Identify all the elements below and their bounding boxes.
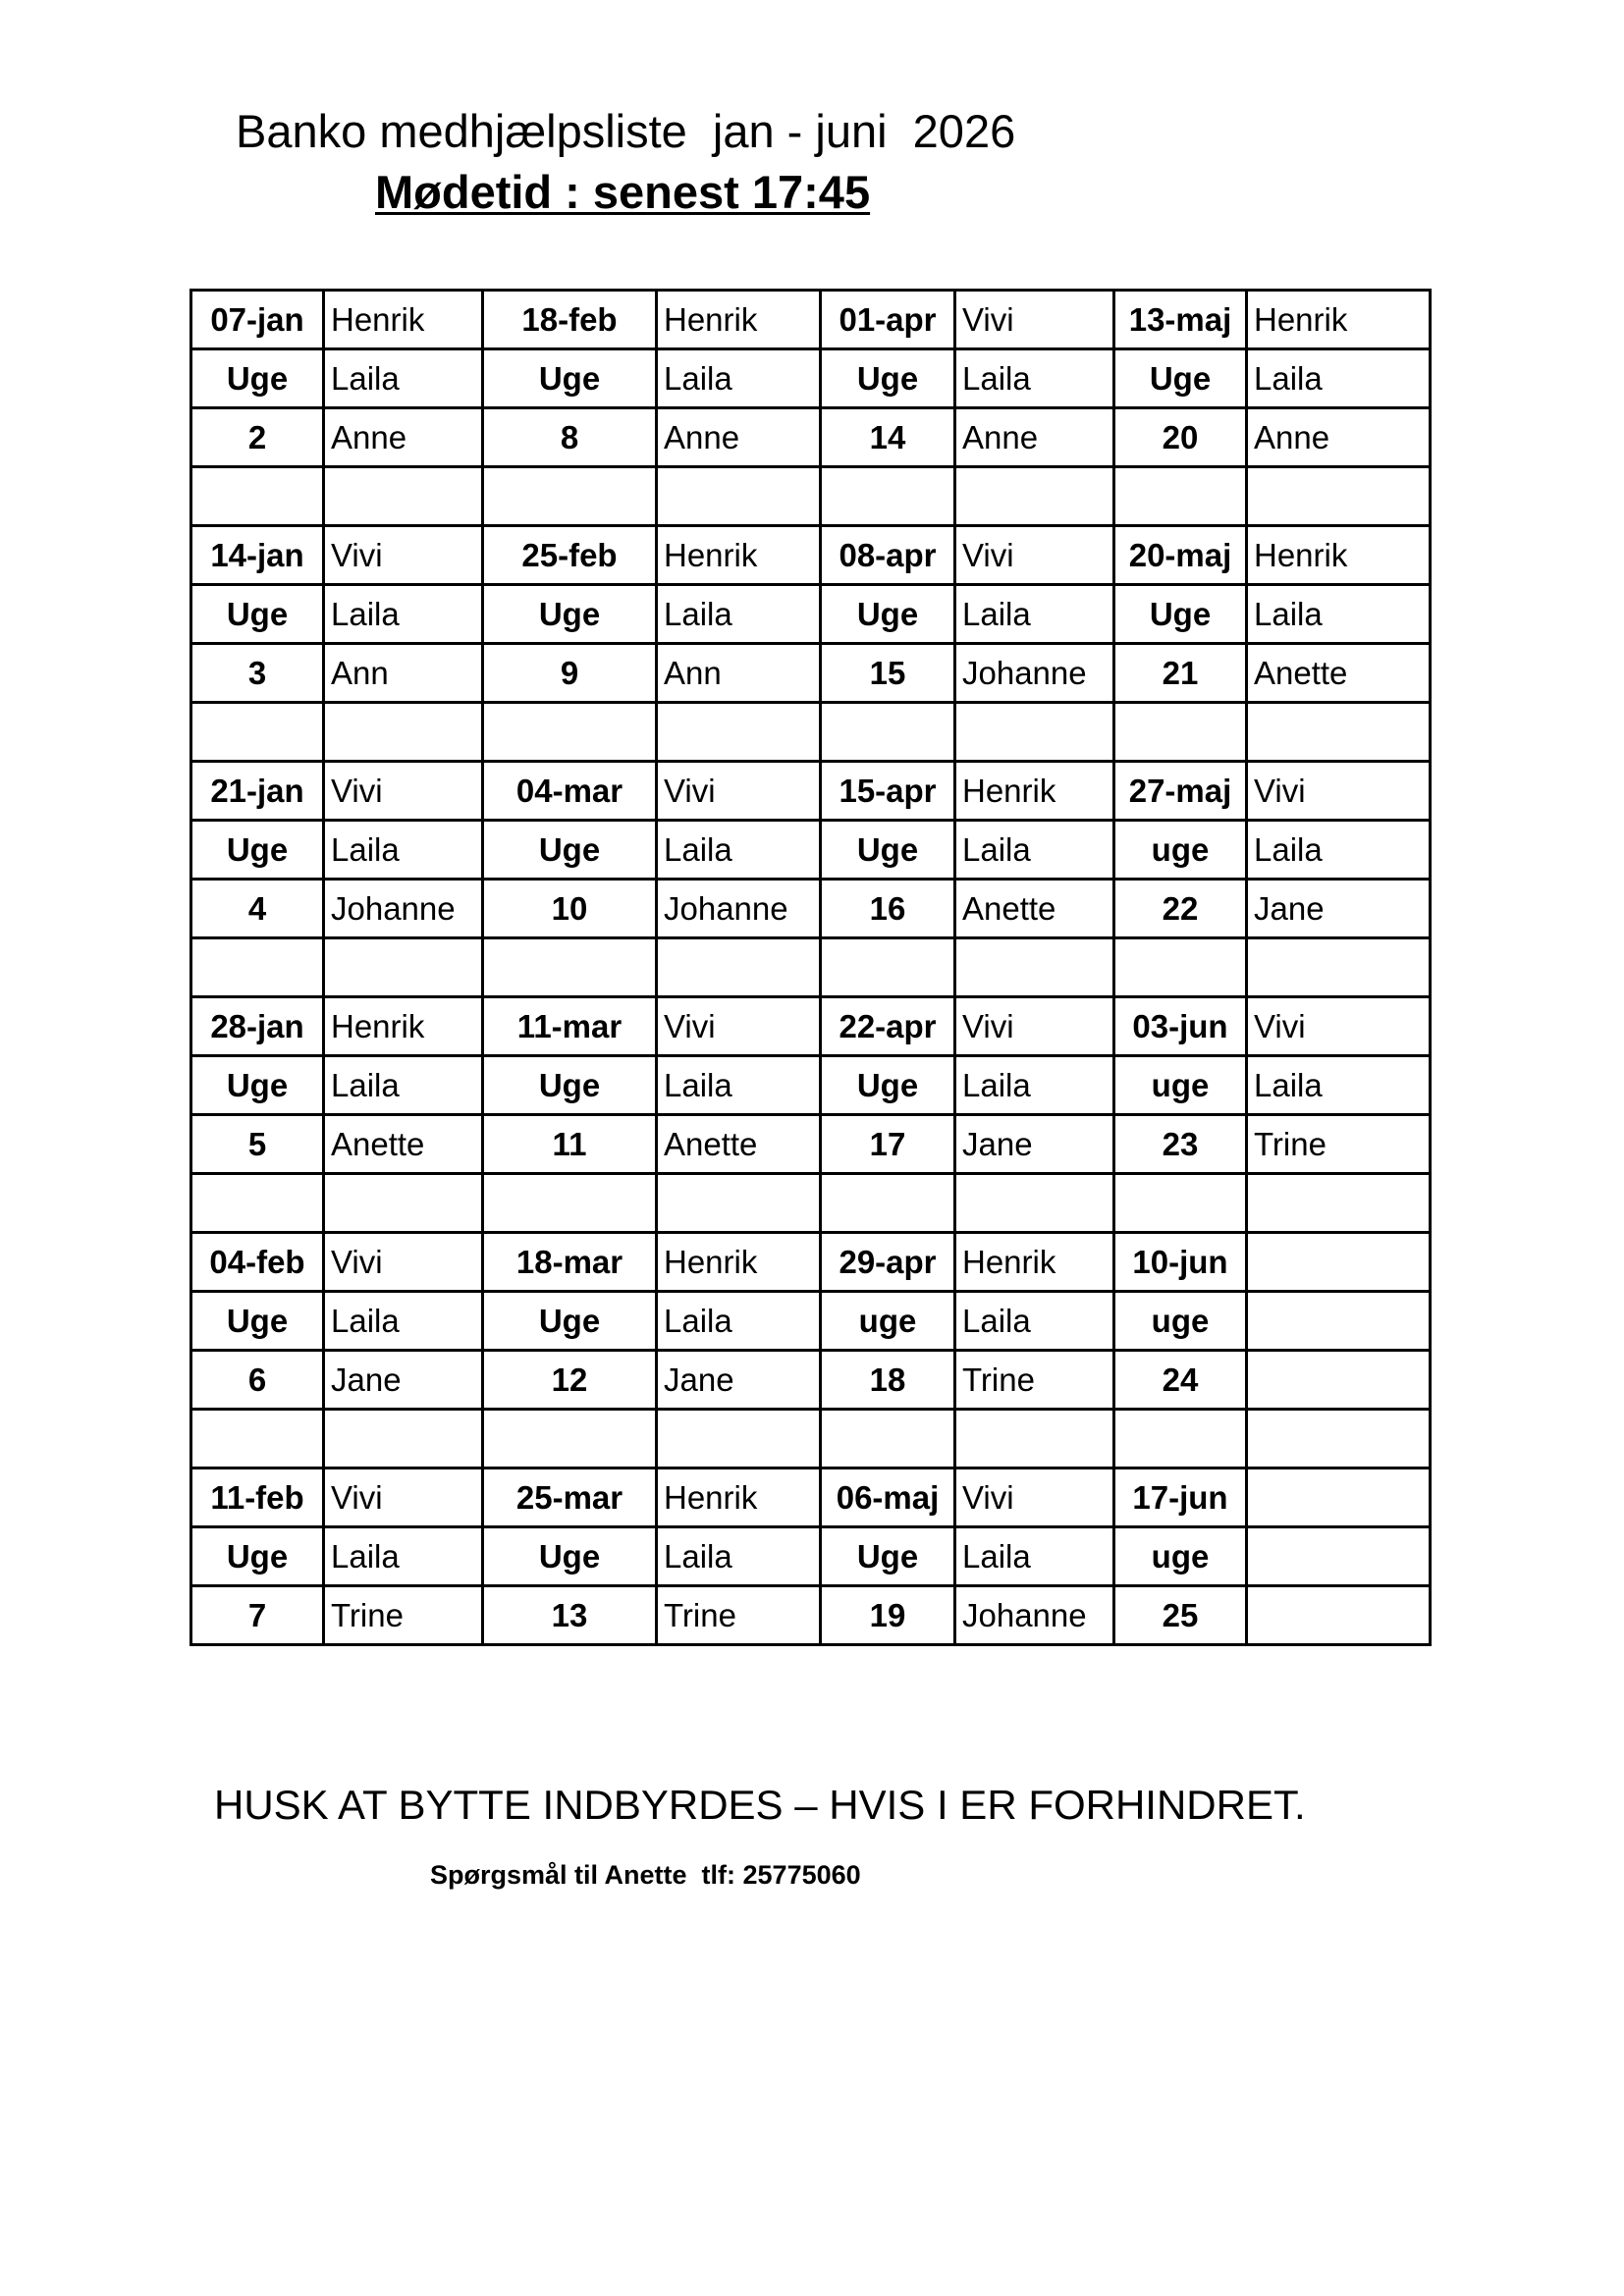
table-row — [191, 291, 1431, 349]
helper-name-cell: Laila — [657, 1527, 821, 1586]
slot-label-cell: Uge — [821, 1056, 955, 1115]
helper-name-cell: Anette — [324, 1115, 483, 1174]
helper-name-cell: Henrik — [324, 997, 483, 1056]
contact-info: Spørgsmål til Anette tlf: 25775060 — [430, 1860, 861, 1890]
helper-name-cell: Trine — [657, 1586, 821, 1645]
empty-cell — [483, 938, 657, 997]
slot-label-cell: Uge — [483, 1056, 657, 1115]
helper-name-cell: Laila — [324, 585, 483, 644]
helper-name-cell: Henrik — [657, 291, 821, 349]
table-row — [191, 349, 1431, 408]
slot-date-cell: 28-jan — [191, 997, 324, 1056]
slot-week-cell: 15 — [821, 644, 955, 703]
helper-name-cell: Laila — [657, 1292, 821, 1351]
empty-cell — [955, 467, 1114, 526]
slot-week-cell: 4 — [191, 880, 324, 938]
slot-date-cell: 07-jan — [191, 291, 324, 349]
helper-name-cell: Anette — [657, 1115, 821, 1174]
helper-name-cell: Vivi — [955, 526, 1114, 585]
slot-label-cell: Uge — [191, 1527, 324, 1586]
slot-date-cell: 29-apr — [821, 1233, 955, 1292]
helper-name-cell: Laila — [955, 1292, 1114, 1351]
helper-name-cell — [1247, 1468, 1431, 1527]
empty-cell — [1247, 1174, 1431, 1233]
slot-label-cell: Uge — [1114, 349, 1247, 408]
helper-name-cell: Anne — [955, 408, 1114, 467]
empty-cell — [821, 703, 955, 762]
meeting-time: Mødetid : senest 17:45 — [375, 166, 871, 218]
helper-name-cell: Trine — [1247, 1115, 1431, 1174]
empty-cell — [1247, 467, 1431, 526]
slot-label-cell: Uge — [483, 1292, 657, 1351]
empty-cell — [955, 938, 1114, 997]
empty-cell — [483, 1410, 657, 1468]
empty-cell — [1247, 1410, 1431, 1468]
helper-name-cell: Vivi — [955, 1468, 1114, 1527]
table-row — [191, 1586, 1431, 1645]
helper-name-cell: Vivi — [1247, 997, 1431, 1056]
slot-date-cell: 11-feb — [191, 1468, 324, 1527]
helper-name-cell: Laila — [955, 1056, 1114, 1115]
helper-name-cell: Jane — [324, 1351, 483, 1410]
helper-name-cell — [1247, 1527, 1431, 1586]
empty-cell — [955, 1174, 1114, 1233]
helper-name-cell: Laila — [1247, 349, 1431, 408]
helper-name-cell: Henrik — [324, 291, 483, 349]
helper-name-cell: Laila — [324, 1292, 483, 1351]
empty-cell — [657, 467, 821, 526]
table-row — [191, 1233, 1431, 1292]
slot-date-cell: 10-jun — [1114, 1233, 1247, 1292]
slot-label-cell: Uge — [821, 585, 955, 644]
empty-cell — [191, 703, 324, 762]
helper-name-cell: Henrik — [657, 1233, 821, 1292]
empty-cell — [657, 1174, 821, 1233]
helper-name-cell: Laila — [955, 1527, 1114, 1586]
empty-cell — [324, 938, 483, 997]
slot-label-cell: uge — [1114, 1292, 1247, 1351]
helper-name-cell: Johanne — [657, 880, 821, 938]
slot-week-cell: 9 — [483, 644, 657, 703]
helper-name-cell: Laila — [955, 821, 1114, 880]
slot-label-cell: Uge — [483, 821, 657, 880]
slot-date-cell: 22-apr — [821, 997, 955, 1056]
table-row — [191, 1056, 1431, 1115]
helper-name-cell: Johanne — [955, 644, 1114, 703]
empty-cell — [821, 938, 955, 997]
helper-name-cell — [1247, 1233, 1431, 1292]
helper-name-cell: Vivi — [955, 997, 1114, 1056]
helper-name-cell: Vivi — [657, 762, 821, 821]
helper-name-cell: Vivi — [324, 1468, 483, 1527]
helper-name-cell: Laila — [324, 821, 483, 880]
table-row — [191, 997, 1431, 1056]
slot-date-cell: 04-feb — [191, 1233, 324, 1292]
empty-cell — [483, 467, 657, 526]
table-row — [191, 1292, 1431, 1351]
slot-week-cell: 2 — [191, 408, 324, 467]
empty-cell — [324, 1410, 483, 1468]
slot-week-cell: 7 — [191, 1586, 324, 1645]
slot-label-cell: Uge — [483, 585, 657, 644]
slot-date-cell: 03-jun — [1114, 997, 1247, 1056]
helper-name-cell: Vivi — [657, 997, 821, 1056]
empty-cell — [955, 1410, 1114, 1468]
empty-cell — [955, 703, 1114, 762]
slot-week-cell: 19 — [821, 1586, 955, 1645]
empty-cell — [191, 1410, 324, 1468]
helper-name-cell: Laila — [1247, 1056, 1431, 1115]
slot-week-cell: 12 — [483, 1351, 657, 1410]
helper-name-cell: Henrik — [1247, 526, 1431, 585]
helper-name-cell: Laila — [657, 349, 821, 408]
slot-week-cell: 8 — [483, 408, 657, 467]
empty-cell — [191, 1174, 324, 1233]
helper-name-cell: Anette — [955, 880, 1114, 938]
empty-cell — [483, 1174, 657, 1233]
helper-name-cell: Laila — [955, 585, 1114, 644]
slot-week-cell: 18 — [821, 1351, 955, 1410]
helper-name-cell: Laila — [955, 349, 1114, 408]
slot-week-cell: 14 — [821, 408, 955, 467]
helper-name-cell: Anne — [1247, 408, 1431, 467]
spacer-row — [191, 467, 1431, 526]
empty-cell — [1114, 938, 1247, 997]
empty-cell — [324, 703, 483, 762]
helper-name-cell: Laila — [324, 349, 483, 408]
slot-week-cell: 6 — [191, 1351, 324, 1410]
helper-name-cell: Jane — [1247, 880, 1431, 938]
empty-cell — [657, 1410, 821, 1468]
slot-label-cell: Uge — [483, 349, 657, 408]
slot-label-cell: uge — [1114, 821, 1247, 880]
slot-label-cell: uge — [1114, 1527, 1247, 1586]
slot-date-cell: 25-feb — [483, 526, 657, 585]
empty-cell — [657, 938, 821, 997]
empty-cell — [1114, 703, 1247, 762]
empty-cell — [1247, 703, 1431, 762]
slot-date-cell: 18-mar — [483, 1233, 657, 1292]
slot-date-cell: 13-maj — [1114, 291, 1247, 349]
slot-week-cell: 21 — [1114, 644, 1247, 703]
slot-week-cell: 13 — [483, 1586, 657, 1645]
slot-label-cell: Uge — [191, 821, 324, 880]
slot-label-cell: Uge — [483, 1527, 657, 1586]
empty-cell — [483, 703, 657, 762]
helper-name-cell: Henrik — [657, 526, 821, 585]
helper-name-cell: Ann — [324, 644, 483, 703]
helper-name-cell — [1247, 1586, 1431, 1645]
slot-week-cell: 10 — [483, 880, 657, 938]
helper-name-cell: Laila — [657, 821, 821, 880]
slot-label-cell: Uge — [191, 349, 324, 408]
helper-name-cell: Jane — [955, 1115, 1114, 1174]
slot-date-cell: 27-maj — [1114, 762, 1247, 821]
slot-label-cell: Uge — [191, 1056, 324, 1115]
helper-name-cell: Anette — [1247, 644, 1431, 703]
slot-label-cell: Uge — [1114, 585, 1247, 644]
slot-week-cell: 20 — [1114, 408, 1247, 467]
helper-name-cell: Trine — [955, 1351, 1114, 1410]
empty-cell — [324, 467, 483, 526]
helper-name-cell: Anne — [657, 408, 821, 467]
helper-name-cell: Vivi — [324, 1233, 483, 1292]
slot-week-cell: 5 — [191, 1115, 324, 1174]
slot-label-cell: Uge — [821, 821, 955, 880]
empty-cell — [1114, 1410, 1247, 1468]
empty-cell — [191, 467, 324, 526]
table-row — [191, 821, 1431, 880]
table-row — [191, 1527, 1431, 1586]
schedule-table — [189, 289, 1432, 1646]
helper-name-cell: Laila — [1247, 821, 1431, 880]
helper-name-cell: Anne — [324, 408, 483, 467]
spacer-row — [191, 1174, 1431, 1233]
table-row — [191, 408, 1431, 467]
helper-name-cell: Henrik — [955, 762, 1114, 821]
empty-cell — [191, 938, 324, 997]
helper-name-cell: Johanne — [324, 880, 483, 938]
swap-reminder: HUSK AT BYTTE INDBYRDES – HVIS I ER FORHINDRET. — [214, 1782, 1306, 1828]
schedule-body — [191, 291, 1431, 1645]
spacer-row — [191, 1410, 1431, 1468]
helper-name-cell: Johanne — [955, 1586, 1114, 1645]
slot-date-cell: 17-jun — [1114, 1468, 1247, 1527]
slot-date-cell: 08-apr — [821, 526, 955, 585]
slot-label-cell: Uge — [191, 585, 324, 644]
table-row — [191, 1351, 1431, 1410]
table-row — [191, 526, 1431, 585]
helper-name-cell: Trine — [324, 1586, 483, 1645]
helper-name-cell: Vivi — [324, 526, 483, 585]
table-row — [191, 1468, 1431, 1527]
spacer-row — [191, 703, 1431, 762]
slot-date-cell: 21-jan — [191, 762, 324, 821]
helper-name-cell: Ann — [657, 644, 821, 703]
helper-name-cell: Vivi — [324, 762, 483, 821]
slot-label-cell: Uge — [191, 1292, 324, 1351]
empty-cell — [821, 467, 955, 526]
empty-cell — [324, 1174, 483, 1233]
empty-cell — [1114, 467, 1247, 526]
helper-name-cell: Vivi — [955, 291, 1114, 349]
slot-date-cell: 11-mar — [483, 997, 657, 1056]
helper-name-cell: Laila — [1247, 585, 1431, 644]
slot-week-cell: 24 — [1114, 1351, 1247, 1410]
helper-name-cell — [1247, 1292, 1431, 1351]
slot-date-cell: 25-mar — [483, 1468, 657, 1527]
helper-name-cell: Henrik — [1247, 291, 1431, 349]
empty-cell — [1114, 1174, 1247, 1233]
table-row — [191, 880, 1431, 938]
page-title: Banko medhjælpsliste jan - juni 2026 — [236, 105, 1016, 157]
table-row — [191, 585, 1431, 644]
slot-week-cell: 22 — [1114, 880, 1247, 938]
table-row — [191, 1115, 1431, 1174]
helper-name-cell: Jane — [657, 1351, 821, 1410]
table-row — [191, 644, 1431, 703]
helper-name-cell: Laila — [657, 585, 821, 644]
slot-date-cell: 18-feb — [483, 291, 657, 349]
helper-name-cell: Henrik — [657, 1468, 821, 1527]
slot-label-cell: uge — [1114, 1056, 1247, 1115]
slot-week-cell: 23 — [1114, 1115, 1247, 1174]
empty-cell — [821, 1174, 955, 1233]
helper-name-cell — [1247, 1351, 1431, 1410]
slot-date-cell: 04-mar — [483, 762, 657, 821]
empty-cell — [821, 1410, 955, 1468]
helper-name-cell: Laila — [324, 1527, 483, 1586]
slot-label-cell: uge — [821, 1292, 955, 1351]
spacer-row — [191, 938, 1431, 997]
helper-name-cell: Henrik — [955, 1233, 1114, 1292]
slot-label-cell: Uge — [821, 1527, 955, 1586]
slot-date-cell: 20-maj — [1114, 526, 1247, 585]
empty-cell — [1247, 938, 1431, 997]
slot-week-cell: 17 — [821, 1115, 955, 1174]
helper-name-cell: Vivi — [1247, 762, 1431, 821]
table-row — [191, 762, 1431, 821]
empty-cell — [657, 703, 821, 762]
helper-name-cell: Laila — [324, 1056, 483, 1115]
slot-week-cell: 25 — [1114, 1586, 1247, 1645]
slot-date-cell: 06-maj — [821, 1468, 955, 1527]
slot-week-cell: 16 — [821, 880, 955, 938]
slot-date-cell: 14-jan — [191, 526, 324, 585]
slot-date-cell: 01-apr — [821, 291, 955, 349]
helper-name-cell: Laila — [657, 1056, 821, 1115]
slot-label-cell: Uge — [821, 349, 955, 408]
slot-week-cell: 11 — [483, 1115, 657, 1174]
slot-week-cell: 3 — [191, 644, 324, 703]
slot-date-cell: 15-apr — [821, 762, 955, 821]
